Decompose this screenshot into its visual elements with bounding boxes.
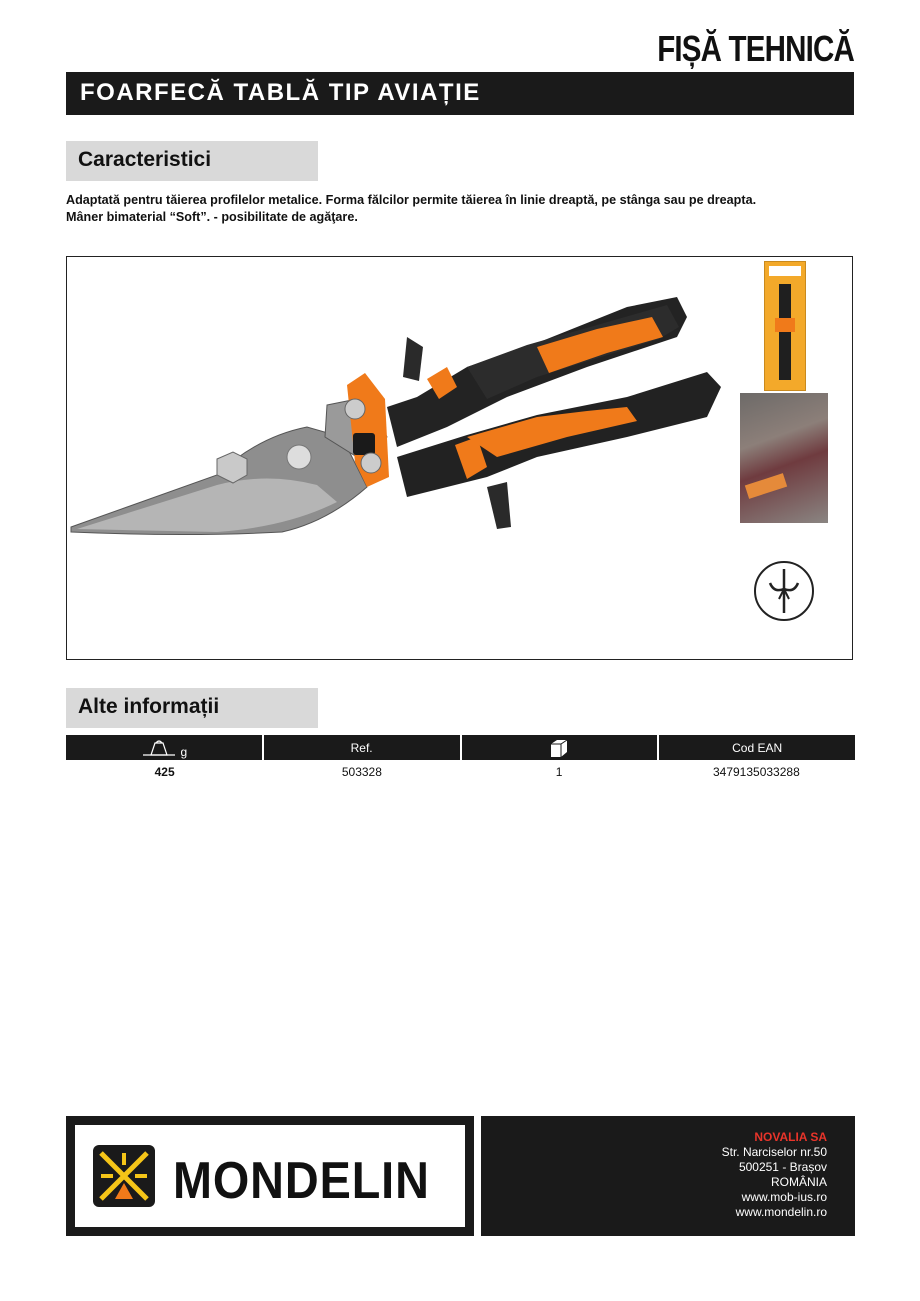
section-heading-characteristics bbox=[66, 141, 318, 181]
column-header-ref bbox=[264, 735, 460, 760]
section-heading-other-info bbox=[66, 688, 318, 728]
cell-ref: 503328 bbox=[341, 765, 382, 779]
straight-cut-icon bbox=[752, 559, 816, 623]
aviation-snips-photo bbox=[67, 287, 727, 587]
section-heading-label: Alte informații bbox=[78, 695, 220, 718]
table-row bbox=[66, 760, 855, 784]
website-link[interactable]: www.mob-ius.ro bbox=[741, 1190, 827, 1204]
description bbox=[66, 192, 856, 226]
footer-brand-box bbox=[66, 1116, 474, 1236]
mondelin-logo-icon bbox=[93, 1145, 155, 1207]
cell-ean: 3479135033288 bbox=[712, 765, 800, 779]
column-header-label: Cod EAN bbox=[732, 740, 783, 755]
document-title: FIȘĂ TEHNICĂ bbox=[657, 28, 854, 69]
table-header-row bbox=[66, 735, 855, 760]
product-title-bar bbox=[66, 72, 854, 115]
cell-weight: 425 bbox=[154, 765, 175, 779]
footer-brand-inner bbox=[75, 1125, 465, 1227]
info-table bbox=[66, 735, 855, 784]
blister-package-photo bbox=[764, 261, 806, 391]
column-header-quantity bbox=[462, 735, 658, 760]
footer-address-box bbox=[481, 1116, 855, 1236]
usage-photo bbox=[740, 393, 828, 523]
product-image-frame bbox=[66, 256, 853, 660]
cell-quantity: 1 bbox=[555, 765, 563, 779]
company-address bbox=[722, 1130, 827, 1220]
description-line-2: Mâner bimaterial “Soft”. - posibilitate de agăţare. bbox=[66, 210, 358, 224]
column-header-label: g bbox=[180, 744, 188, 759]
address-city: 500251 - Brașov bbox=[738, 1160, 827, 1174]
address-street: Str. Narciselor nr.50 bbox=[721, 1145, 827, 1159]
section-heading-label: Caracteristici bbox=[78, 148, 212, 171]
box-icon bbox=[548, 737, 570, 759]
brand-name: MONDELIN bbox=[173, 1152, 430, 1210]
product-title: FOARFECĂ TABLĂ TIP AVIAȚIE bbox=[80, 79, 481, 106]
column-header-weight bbox=[66, 735, 262, 760]
description-line-1: Adaptată pentru tăierea profilelor metalice. Forma fălcilor permite tăierea în linie dreaptă, pe stânga sau pe dreapta. bbox=[66, 193, 757, 207]
column-header-label: Ref. bbox=[350, 740, 373, 755]
column-header-ean bbox=[659, 735, 855, 760]
weight-icon bbox=[141, 739, 177, 757]
website-link[interactable]: www.mondelin.ro bbox=[735, 1205, 827, 1219]
company-name: NOVALIA SA bbox=[754, 1130, 827, 1144]
address-country: ROMÂNIA bbox=[770, 1175, 827, 1189]
